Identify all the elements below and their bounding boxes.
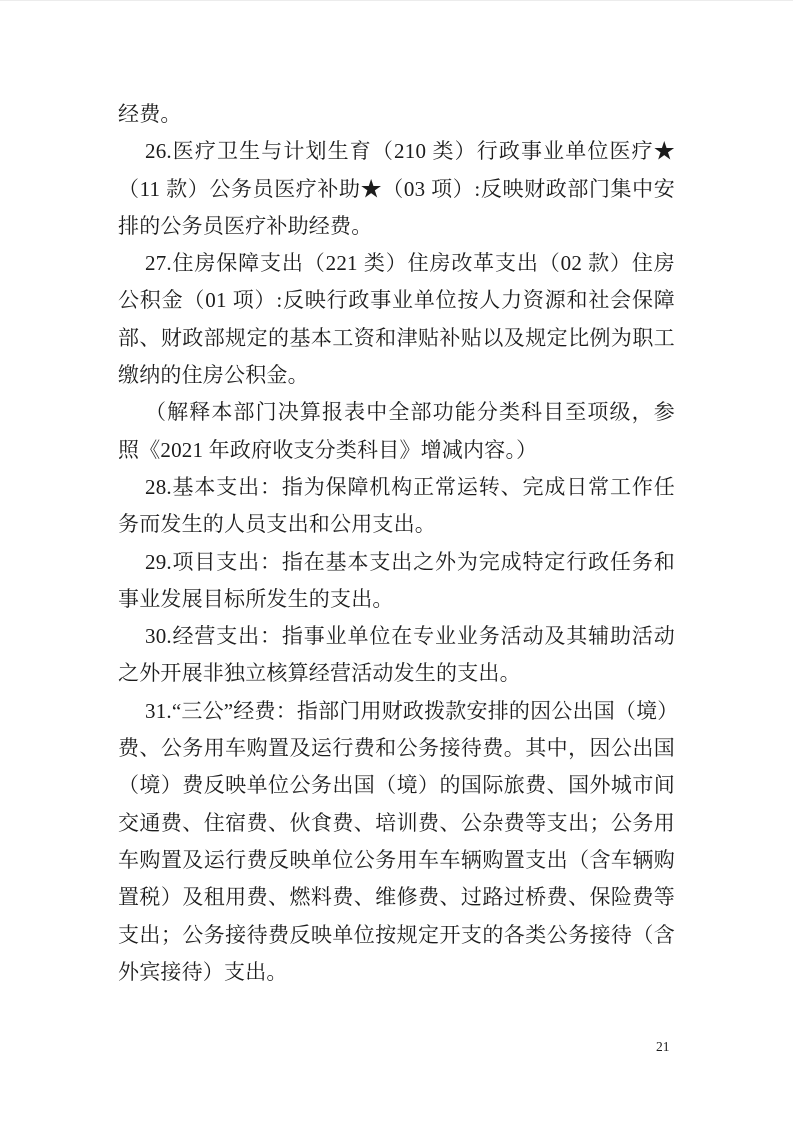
page-number: 21 xyxy=(656,1039,670,1054)
text-line: 排的公务员医疗补助经费。 xyxy=(118,213,373,238)
text-line: 28.基本支出：指为保障机构正常运转、完成日常工作任 xyxy=(145,474,675,499)
text-line: 照《2021 年政府收支分类科目》增减内容。） xyxy=(118,437,538,462)
text-line: 置税）及租用费、燃料费、维修费、过路过桥费、保险费等 xyxy=(118,885,675,910)
text-line: 27.住房保障支出（221 类）住房改革支出（02 款）住房 xyxy=(145,251,675,276)
text-line: （境）费反映单位公务出国（境）的国际旅费、国外城市间 xyxy=(118,773,675,798)
text-line: （解释本部门决算报表中全部功能分类科目至项级，参 xyxy=(145,400,675,425)
text-line: 经费。 xyxy=(118,102,182,126)
text-line: 公积金（01 项）:反映行政事业单位按人力资源和社会保障 xyxy=(118,288,675,313)
text-line: 31.“三公”经费：指部门用财政拨款安排的因公出国（境） xyxy=(145,698,679,723)
text-line: 务而发生的人员支出和公用支出。 xyxy=(118,512,436,537)
text-line: 事业发展目标所发生的支出。 xyxy=(118,586,394,611)
text-line: 缴纳的住房公积金。 xyxy=(118,363,309,388)
text-line: （11 款）公务员医疗补助★（03 项）:反映财政部门集中安 xyxy=(118,176,675,201)
text-line: 30.经营支出：指事业单位在专业业务活动及其辅助活动 xyxy=(145,624,675,649)
text-line: 费、公务用车购置及运行费和公务接待费。其中，因公出国 xyxy=(118,736,675,761)
text-line: 29.项目支出：指在基本支出之外为完成特定行政任务和 xyxy=(145,549,675,574)
text-line: 外宾接待）支出。 xyxy=(118,959,288,984)
text-line: 支出；公务接待费反映单位按规定开支的各类公务接待（含 xyxy=(118,922,675,947)
text-line: 之外开展非独立核算经营活动发生的支出。 xyxy=(118,661,521,686)
text-line: 26.医疗卫生与计划生育（210 类）行政事业单位医疗★ xyxy=(145,139,675,164)
text-block xyxy=(118,96,679,991)
text-line: 交通费、住宿费、伙食费、培训费、公杂费等支出；公务用 xyxy=(118,810,675,835)
text-line: 车购置及运行费反映单位公务用车车辆购置支出（含车辆购 xyxy=(118,847,675,872)
text-line: 部、财政部规定的基本工资和津贴补贴以及规定比例为职工 xyxy=(118,325,675,350)
